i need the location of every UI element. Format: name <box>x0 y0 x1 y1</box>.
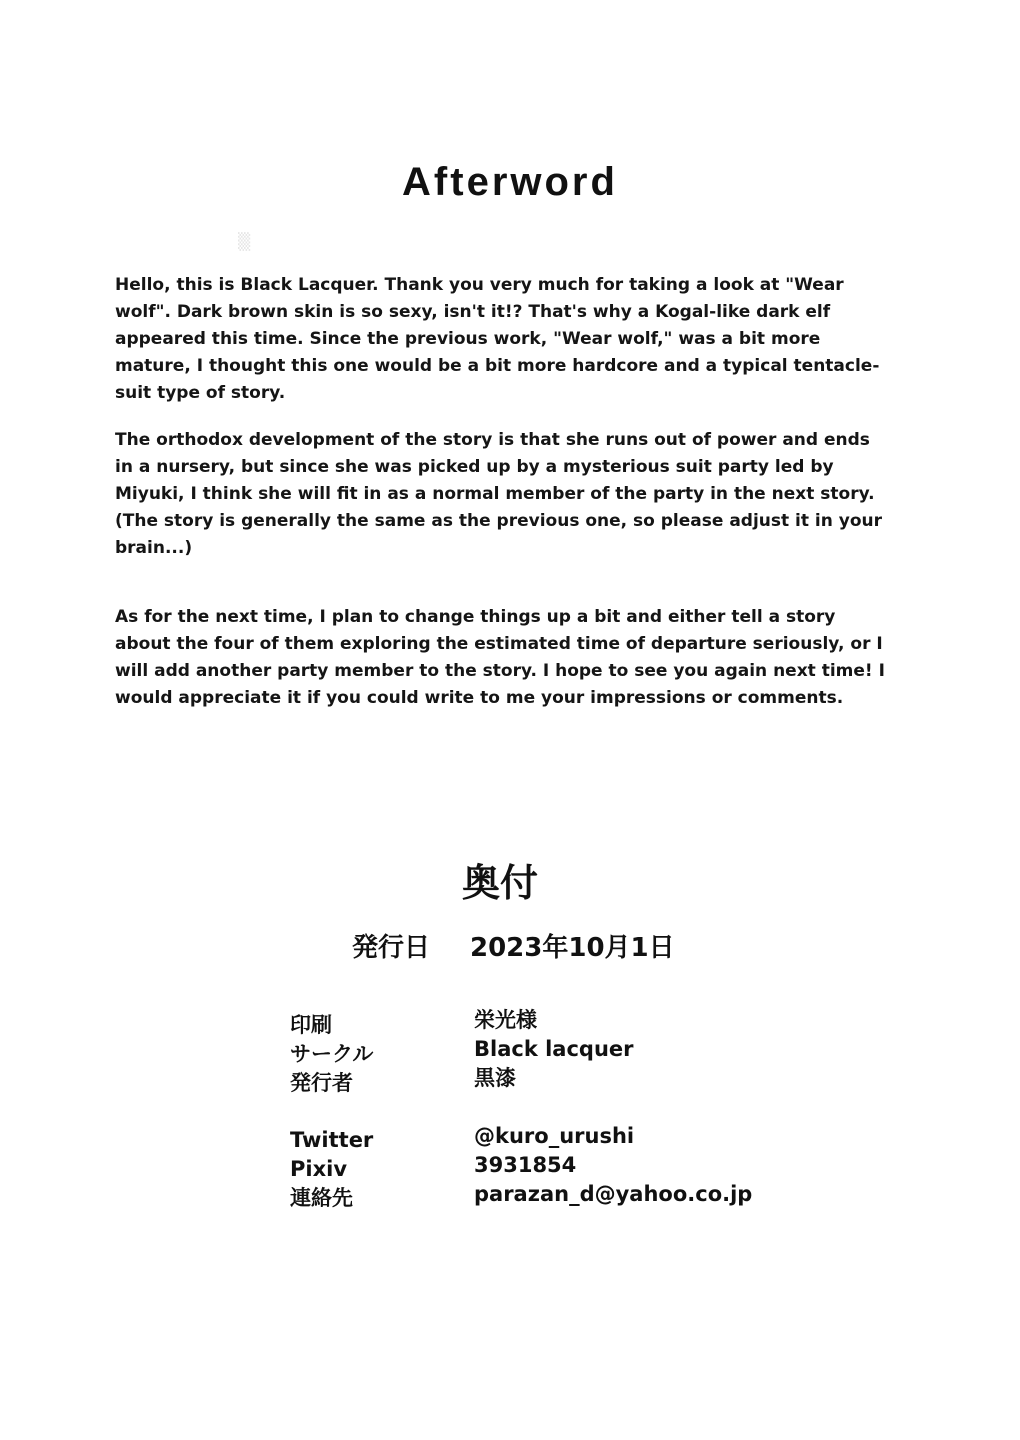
faint-mark: ▒ <box>238 232 251 251</box>
credit-values <box>474 1006 634 1093</box>
publish-date-value: 2023年10月1日 <box>470 933 675 963</box>
contact-value-email: parazan_d@yahoo.co.jp <box>474 1182 753 1206</box>
credit-value-printing: 栄光様 <box>474 1008 537 1032</box>
publish-date-label: 発行日 <box>352 933 431 963</box>
contact-value-pixiv: 3931854 <box>474 1153 577 1177</box>
publish-date-line <box>352 930 675 966</box>
contact-label-pixiv: Pixiv <box>290 1157 348 1181</box>
credit-labels <box>290 1011 373 1098</box>
credit-label-publisher: 発行者 <box>290 1071 353 1095</box>
contact-label-email: 連絡先 <box>290 1186 353 1210</box>
afterword-title: Afterword <box>402 160 618 204</box>
contact-label-twitter: Twitter <box>290 1128 374 1152</box>
contact-labels <box>290 1126 373 1213</box>
colophon-title: 奥付 <box>461 861 538 905</box>
contact-values <box>474 1122 752 1209</box>
credit-value-publisher: 黒漆 <box>474 1066 516 1090</box>
afterword-paragraph-1: Hello, this is Black Lacquer. Thank you very much for taking a look at "Wear wolf". Dark brown skin is so sexy, isn't it!? That's why a Kogal-like dark elf appeared this time. Since the previous work, "Wear wolf," was a bit more mature, I thought this one would be a bit more hardcore and a typical tentacle-suit type of story. <box>115 275 880 403</box>
credit-label-circle: サークル <box>290 1042 374 1066</box>
afterword-paragraph-2: The orthodox development of the story is that she runs out of power and ends in a nursery, but since she was picked up by a mysterious suit party led by Miyuki, I think she will fit in as a normal member of the party in the next story. (The story is generally the same as the previous one, so please adjust it in your brain...) <box>115 430 883 558</box>
credit-value-circle: Black lacquer <box>474 1037 634 1061</box>
afterword-paragraph-3: As for the next time, I plan to change things up a bit and either tell a story about the four of them exploring the estimated time of departure seriously, or I will add another party member to the story. I hope to see you again next time! I would appreciate it if you could write to me your impressions or comments. <box>115 607 885 708</box>
contact-value-twitter: @kuro_urushi <box>474 1124 635 1148</box>
credit-label-printing: 印刷 <box>290 1013 332 1037</box>
